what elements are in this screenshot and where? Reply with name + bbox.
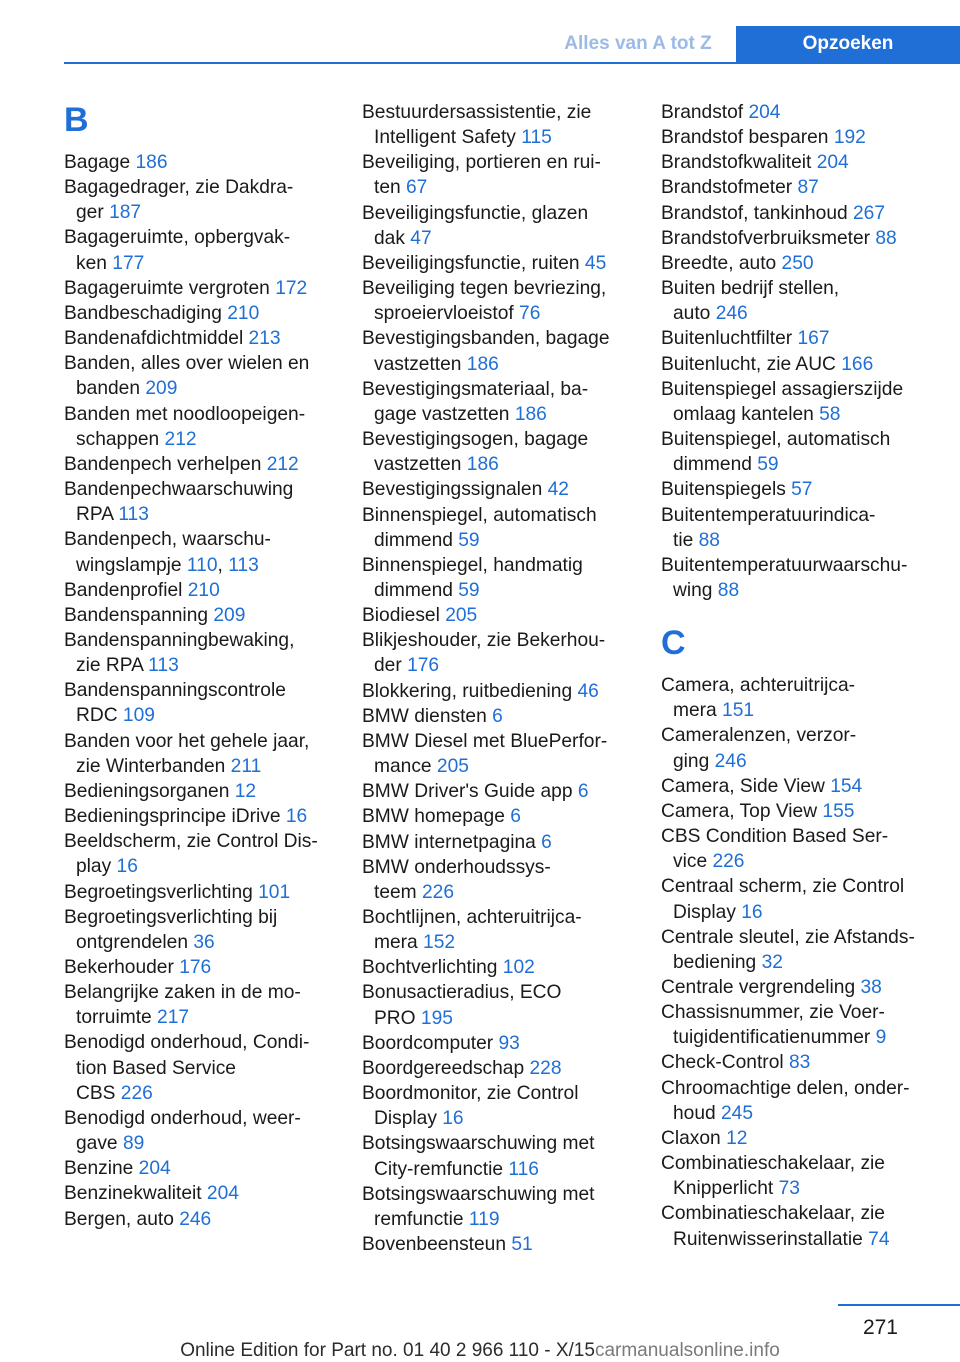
index-entry — [661, 874, 933, 924]
index-entry — [362, 1081, 634, 1131]
page-link[interactable]: 59 — [757, 454, 779, 476]
index-entry — [64, 477, 336, 527]
index-entry-text: Brandstof, tankinhoud — [661, 202, 854, 224]
index-entry-text: Bovenbeensteun — [362, 1234, 512, 1256]
index-entry — [64, 880, 336, 905]
index-entry — [661, 226, 933, 251]
page-link[interactable]: 87 — [797, 177, 819, 199]
index-entry-text: Benodigd onderhoud, weer- gave — [64, 1107, 301, 1155]
index-entry — [64, 175, 336, 225]
index-entry-text: BMW diensten — [362, 705, 493, 727]
index-entry-text: Benzinekwaliteit — [64, 1183, 207, 1205]
index-entry-text: Bestuurdersassistentie, zie Intelligent Safety — [362, 102, 592, 149]
index-entry-text: Buiten bedrijf stellen, auto — [661, 278, 840, 325]
index-letter-heading: B — [64, 101, 89, 139]
index-entry-text: Boordgereedschap — [362, 1057, 530, 1079]
page-link[interactable]: 217 — [157, 1007, 190, 1029]
index-entry-text: Bagageruimte, opbergvak- ken — [64, 227, 291, 274]
page-link[interactable]: 46 — [577, 680, 599, 702]
index-entry-text: Beveiliging, portieren en rui- ten — [362, 152, 601, 199]
page-link[interactable]: 16 — [442, 1108, 464, 1130]
index-entry — [362, 955, 634, 980]
index-entry — [661, 1151, 933, 1201]
index-entry-text: Centraal scherm, zie Control Display — [661, 876, 905, 923]
page-link[interactable]: 74 — [868, 1228, 890, 1250]
index-entry-text: Banden met noodloopeigen- schappen — [64, 403, 306, 450]
index-entry — [362, 905, 634, 955]
index-entry — [64, 351, 336, 401]
index-entry — [362, 1056, 634, 1081]
index-entry-text: Brandstofkwaliteit — [661, 152, 817, 174]
index-entry-text: Brandstof — [661, 102, 749, 123]
page-link[interactable]: 152 — [423, 932, 456, 954]
index-entry — [362, 100, 634, 150]
index-entry-text: Bevestigingsbanden, bagage vastzetten — [362, 328, 610, 375]
index-entry-text: Blokkering, ruitbediening — [362, 680, 578, 702]
page-link[interactable]: 246 — [714, 750, 747, 772]
page-header — [64, 26, 960, 64]
page-link[interactable]: 6 — [510, 806, 521, 828]
index-entry — [661, 427, 933, 477]
page-link[interactable]: 204 — [816, 152, 849, 174]
index-entry-text: Beveiligingsfunctie, ruiten — [362, 252, 585, 274]
index-entry-text: Breedte, auto — [661, 252, 782, 274]
index-entry — [362, 276, 634, 326]
index-entry — [661, 824, 933, 874]
index-entry-text: Centrale vergrendeling — [661, 977, 861, 998]
page-link[interactable]: 58 — [819, 403, 841, 425]
section-title: Alles van A tot Z — [564, 33, 712, 54]
index-entry-text: Banden, alles over wielen en banden — [64, 353, 310, 400]
index-entry-text: Brandstof besparen — [661, 127, 834, 149]
index-entry-text: Combinatieschakelaar, zie Knipperlicht — [661, 1153, 885, 1200]
index-entry — [362, 603, 634, 628]
index-entry — [661, 723, 933, 773]
index-entry — [362, 150, 634, 200]
page-separator: , — [217, 554, 229, 576]
index-entry-text: Buitenlucht, zie AUC — [661, 353, 842, 375]
page-link[interactable]: 195 — [420, 1007, 453, 1029]
index-entry-text: Bevestigingsmateriaal, ba- gage vastzetten — [362, 378, 589, 425]
index-entry-text: Botsingswaarschuwing met remfunctie — [362, 1183, 595, 1230]
page-link[interactable]: 42 — [547, 479, 569, 501]
index-entry-text: Boordcomputer — [362, 1032, 499, 1054]
page-link[interactable]: 151 — [722, 700, 755, 722]
page-link[interactable]: 88 — [875, 227, 897, 249]
index-entry — [362, 804, 634, 829]
index-entry-text: Brandstofverbruiksmeter — [661, 227, 876, 249]
index-entry — [661, 326, 933, 351]
index-entry-text: Bagageruimte vergroten — [64, 277, 276, 299]
index-entry — [64, 402, 336, 452]
index-entry — [661, 925, 933, 975]
page-link[interactable]: 6 — [492, 705, 503, 727]
page-link[interactable]: 213 — [248, 328, 281, 350]
index-entry — [661, 1201, 933, 1251]
index-entry — [362, 679, 634, 704]
index-entry — [64, 905, 336, 955]
page-link[interactable]: 16 — [285, 806, 308, 828]
index-entry-text: Bekerhouder — [64, 957, 180, 978]
footer-divider — [838, 1304, 960, 1306]
index-entry — [64, 527, 336, 577]
index-entry-text: Bochtlijnen, achteruitrijca- mera — [362, 907, 582, 954]
index-entry — [64, 1207, 336, 1232]
page-link[interactable]: 212 — [266, 453, 299, 475]
tab-opzoeken[interactable]: Opzoeken — [736, 26, 960, 62]
index-entry — [661, 477, 933, 502]
page-link[interactable]: 16 — [741, 901, 763, 923]
index-entry-text: Bandenpechwaarschuwing RPA — [64, 479, 294, 526]
page-link[interactable]: 51 — [511, 1234, 533, 1256]
page-link[interactable]: 59 — [458, 579, 480, 601]
index-entry-text: Combinatieschakelaar, zie Ruitenwisserinstallatie — [661, 1203, 885, 1250]
page-link[interactable]: 228 — [529, 1057, 562, 1079]
index-entry-text: Bagage — [64, 152, 136, 173]
index-entry-text: Beveiliging tegen bevriezing, sproeiervloeistof — [362, 278, 607, 325]
index-entry-text: Blikjeshouder, zie Bekerhou- der — [362, 630, 606, 677]
page-link[interactable]: 113 — [118, 504, 149, 526]
index-entry — [661, 1050, 933, 1075]
page-link[interactable]: 210 — [187, 579, 220, 601]
index-entry — [362, 377, 634, 427]
index-entry — [64, 1030, 336, 1105]
page-link[interactable]: 119 — [468, 1208, 500, 1230]
page-link[interactable]: 226 — [120, 1082, 153, 1104]
index-entry-text: Bandenpech, waarschu- wingslampje — [64, 529, 271, 576]
page-link[interactable]: 186 — [514, 403, 547, 425]
index-entry-text: Buitenluchtfilter — [661, 328, 798, 350]
index-entry — [362, 503, 634, 553]
page-link[interactable]: 6 — [541, 831, 552, 853]
page-link[interactable]: 109 — [122, 705, 155, 727]
page-link[interactable]: 38 — [860, 977, 882, 998]
index-entry-text: Chassisnummer, zie Voer- tuigidentificatienummer — [661, 1002, 885, 1049]
index-entry-text: Bandenspanning — [64, 604, 214, 626]
index-entry-text: Binnenspiegel, handmatig dimmend — [362, 554, 583, 601]
index-entry — [362, 980, 634, 1030]
index-entry-text: Buitenspiegel assagierszijde omlaag kantelen — [661, 378, 904, 425]
index-entry-text: Binnenspiegel, automatisch dimmend — [362, 504, 597, 551]
page-link[interactable]: 83 — [788, 1052, 811, 1074]
index-entry — [661, 1126, 933, 1151]
index-entry — [362, 326, 634, 376]
index-entry — [362, 729, 634, 779]
index-entry-text: Claxon — [661, 1127, 727, 1149]
index-entry-text: Benzine — [64, 1158, 139, 1180]
index-entry — [64, 955, 336, 980]
page-link[interactable]: 36 — [193, 931, 215, 953]
index-entry — [362, 477, 634, 502]
index-entry-text: Buitentemperatuurindica- tie — [661, 504, 876, 551]
index-entry — [64, 804, 336, 829]
page-link[interactable]: 250 — [781, 252, 814, 274]
index-entry-text: Bedieningsprincipe iDrive — [64, 806, 286, 828]
index-entry — [661, 100, 933, 125]
page-link[interactable]: 172 — [275, 277, 308, 299]
page-link[interactable]: 205 — [445, 605, 478, 627]
page-link[interactable]: 186 — [135, 152, 168, 173]
page-link[interactable]: 67 — [406, 177, 428, 199]
index-entry — [362, 553, 634, 603]
index-entry-text: BMW Diesel met BluePerfor- mance — [362, 730, 608, 778]
page-link[interactable]: 88 — [717, 579, 740, 601]
index-entry — [362, 855, 634, 905]
page-link[interactable]: 110 — [186, 554, 218, 576]
index-entry — [661, 1000, 933, 1050]
page-link[interactable]: 204 — [206, 1183, 239, 1205]
index-entry-text: Begroetingsverlichting — [64, 881, 259, 903]
page-link[interactable]: 113 — [228, 554, 259, 576]
index-entry — [661, 673, 933, 723]
index-entry — [362, 1031, 634, 1056]
edition-text: Online Edition for Part no. 01 40 2 966 110 - X/15 — [180, 1340, 595, 1361]
index-entry — [661, 251, 933, 276]
page-link[interactable]: 76 — [519, 303, 541, 325]
page-link[interactable]: 101 — [258, 881, 291, 903]
index-entry — [64, 829, 336, 879]
index-entry — [64, 326, 336, 351]
index-entry — [64, 980, 336, 1030]
page-number: 271 — [862, 1316, 898, 1339]
index-entry-text: Bochtverlichting — [362, 957, 503, 979]
index-entry-text: Camera, Side View — [661, 775, 831, 797]
index-entry — [661, 975, 933, 1000]
index-entry-text: Bandenspanningscontrole RDC — [64, 680, 286, 727]
index-entry — [64, 276, 336, 301]
index-entry — [661, 377, 933, 427]
footer-edition — [0, 1340, 960, 1362]
index-entry-text: Belangrijke zaken in de mo- torruimte — [64, 982, 301, 1029]
page-link[interactable]: 12 — [234, 780, 257, 802]
index-entry-text: Buitentemperatuurwaarschu- wing — [661, 554, 908, 601]
index-entry — [661, 276, 933, 326]
index-entry — [362, 704, 634, 729]
page-link[interactable]: 176 — [407, 655, 440, 677]
page-link[interactable]: 113 — [148, 655, 179, 677]
index-entry-text: Bedieningsorganen — [64, 780, 235, 802]
index-entry — [362, 427, 634, 477]
page-link[interactable]: 246 — [715, 303, 748, 325]
page-link[interactable]: 192 — [833, 127, 866, 149]
index-entry-text: Bergen, auto — [64, 1208, 180, 1230]
page-link[interactable]: 73 — [778, 1178, 800, 1200]
index-column-1 — [64, 100, 336, 1232]
page-link[interactable]: 89 — [122, 1133, 145, 1155]
index-entry — [661, 503, 933, 553]
page-link[interactable]: 12 — [726, 1127, 748, 1149]
index-entry — [661, 774, 933, 799]
index-entry — [64, 678, 336, 728]
index-entry-text: BMW onderhoudssys- teem — [362, 856, 551, 903]
index-entry-text: Buitenspiegel, automatisch dimmend — [661, 429, 891, 476]
index-entry-text: Buitenspiegels — [661, 479, 792, 501]
index-entry — [64, 729, 336, 779]
page-link[interactable]: 226 — [422, 881, 455, 903]
index-entry-text: Bandenprofiel — [64, 579, 188, 601]
index-entry — [362, 201, 634, 251]
page-link[interactable]: 6 — [577, 781, 589, 803]
watermark-text: carmanualsonline.info — [594, 1340, 780, 1361]
index-entry-text: Bagagedrager, zie Dakdra- ger — [64, 177, 294, 224]
page-link[interactable]: 204 — [748, 102, 781, 123]
index-entry — [362, 1131, 634, 1181]
page-link[interactable]: 88 — [698, 529, 720, 551]
index-entry-text: Boordmonitor, zie Control Display — [362, 1083, 579, 1130]
index-entry-text: CBS Condition Based Ser- vice — [661, 826, 889, 873]
index-entry-text: Bandenafdichtmiddel — [64, 328, 249, 350]
page-link[interactable]: 177 — [112, 252, 145, 274]
index-entry-text: Chroomachtige delen, onder- houd — [661, 1077, 910, 1124]
index-entry-text: Banden voor het gehele jaar, zie Winterbanden — [64, 730, 310, 777]
page-link[interactable]: 210 — [227, 302, 260, 324]
index-entry-text: Centrale sleutel, zie Afstands- bediening — [661, 926, 915, 973]
index-entry — [362, 628, 634, 678]
index-entry-text: Bandenspanningbewaking, zie RPA — [64, 629, 295, 677]
page-link[interactable]: 166 — [841, 353, 874, 375]
index-entry — [661, 150, 933, 175]
index-entry — [64, 578, 336, 603]
page-link[interactable]: 167 — [797, 328, 830, 350]
index-entry-text: Begroetingsverlichting bij ontgrendelen — [64, 906, 278, 953]
page-link[interactable]: 176 — [179, 957, 212, 978]
index-entry-text: Benodigd onderhoud, Condi- tion Based Service CBS — [64, 1032, 310, 1104]
index-entry — [661, 1076, 933, 1126]
index-entry — [661, 553, 933, 603]
index-entry — [661, 125, 933, 150]
page-link[interactable]: 154 — [830, 775, 863, 797]
page-link[interactable]: 246 — [179, 1208, 212, 1230]
page-link[interactable]: 212 — [164, 428, 197, 450]
page-link[interactable]: 245 — [721, 1102, 754, 1124]
index-entry — [362, 779, 634, 804]
page-link[interactable]: 186 — [466, 353, 499, 375]
page-link[interactable]: 209 — [145, 378, 178, 400]
index-entry — [64, 1106, 336, 1156]
page-link[interactable]: 187 — [109, 202, 142, 224]
index-entry-text: BMW Driver's Guide app — [362, 781, 578, 803]
index-entry-text: Check-Control — [661, 1052, 789, 1074]
page-link[interactable]: 57 — [791, 479, 813, 501]
index-column-2 — [362, 100, 634, 1257]
index-entry — [64, 150, 336, 175]
page-link[interactable]: 32 — [761, 951, 783, 973]
index-entry — [64, 1181, 336, 1206]
index-entry — [362, 830, 634, 855]
page-link[interactable]: 209 — [213, 604, 246, 626]
page-link[interactable]: 186 — [466, 454, 499, 476]
index-entry — [64, 301, 336, 326]
index-entry — [661, 201, 933, 226]
index-entry — [661, 352, 933, 377]
index-entry-text: Botsingswaarschuwing met City-remfunctie — [362, 1133, 595, 1180]
page-link[interactable]: 9 — [875, 1027, 887, 1049]
page-link[interactable]: 211 — [230, 755, 262, 777]
index-entry-text: Bandbeschadiging — [64, 302, 228, 324]
index-entry-text: Beeldscherm, zie Control Dis- play — [64, 831, 318, 878]
page-link[interactable]: 226 — [712, 851, 745, 873]
page-link[interactable]: 155 — [822, 800, 855, 822]
index-entry — [362, 1182, 634, 1232]
index-entry — [362, 1232, 634, 1257]
index-entry — [661, 175, 933, 200]
index-entry — [64, 628, 336, 678]
index-entry-text: Bevestigingssignalen — [362, 479, 548, 501]
index-entry-text: Beveiligingsfunctie, glazen dak — [362, 202, 589, 249]
index-entry — [64, 452, 336, 477]
page-link[interactable]: 16 — [116, 856, 138, 878]
page-link[interactable]: 205 — [436, 756, 469, 778]
index-entry-text: Cameralenzen, verzor- ging — [661, 725, 857, 772]
index-entry — [64, 1156, 336, 1181]
index-entry-text: Bevestigingsogen, bagage vastzetten — [362, 429, 589, 476]
index-entry — [64, 779, 336, 804]
page-link[interactable]: 45 — [584, 252, 607, 274]
index-entry-text: Brandstofmeter — [661, 177, 798, 199]
index-entry-text: Camera, achteruitrijca- mera — [661, 675, 856, 722]
page-link[interactable]: 267 — [853, 202, 886, 224]
index-column-3 — [661, 100, 933, 1252]
index-entry-text: Bandenpech verhelpen — [64, 453, 267, 475]
index-entry-text: BMW homepage — [362, 806, 511, 828]
page-link[interactable]: 115 — [521, 127, 552, 149]
index-entry — [362, 251, 634, 276]
page-link[interactable]: 116 — [508, 1158, 539, 1180]
page-link[interactable]: 102 — [502, 957, 535, 979]
index-entry-text: Bonusactieradius, ECO PRO — [362, 982, 562, 1029]
index-letter-heading: C — [661, 624, 686, 663]
index-entry — [64, 225, 336, 275]
page-link[interactable]: 47 — [410, 227, 432, 249]
page-link[interactable]: 59 — [458, 529, 480, 551]
index-entry — [661, 799, 933, 824]
index-entry — [64, 603, 336, 628]
index-entry-text: Biodiesel — [362, 605, 446, 627]
page-link[interactable]: 204 — [138, 1158, 171, 1180]
index-entry-text: BMW internetpagina — [362, 831, 542, 853]
page-link[interactable]: 93 — [498, 1032, 520, 1054]
index-entry-text: Camera, Top View — [661, 800, 823, 822]
